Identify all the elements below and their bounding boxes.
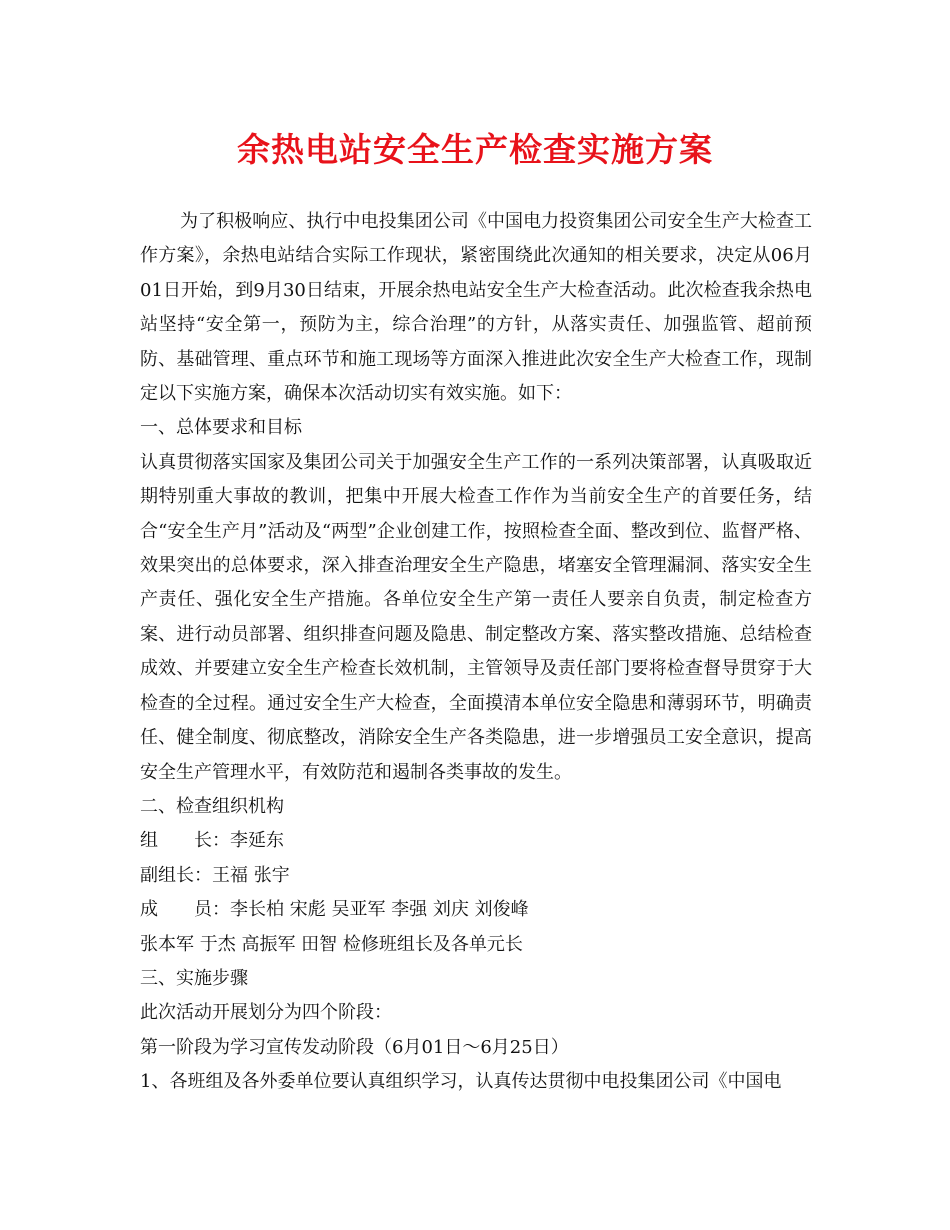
deputy-line — [140, 859, 812, 893]
deputy-names: 王福 张宇 — [212, 864, 290, 886]
section-heading-organization: 二、检查组织机构 — [140, 795, 284, 817]
members-names: 李长柏 宋彪 吴亚军 李强 刘庆 刘俊峰 — [230, 899, 529, 921]
leader-line — [140, 824, 812, 858]
leader-label: 组 长： — [140, 830, 230, 852]
deputy-label: 副组长： — [140, 864, 212, 886]
leader-names: 李延东 — [230, 830, 284, 852]
document-body — [140, 205, 812, 1100]
requirements-paragraph: 认真贯彻落实国家及集团公司关于加强安全生产工作的一系列决策部署，认真吸取近期特别重大事故的教训，把集中开展大检查工作作为当前安全生产的首要任务，结合“安全生产月”活动及“两型”企业创建工作，按照检查全面、整改到位、监督严格、效果突出的总体要求，深入排查治理安全生产隐患，堵塞安全管理漏洞、落实安全生产责任、强化安全生产措施。各单位安全生产第一责任人要亲自负责，制定检查方案、进行动员部署、组织排查问题及隐患、制定整改方案、落实整改措施、总结检查成效、并要建立安全生产检查长效机制，主管领导及责任部门要将检查督导贯穿于大检查的全过程。通过安全生产大检查，全面摸清本单位安全隐患和薄弱环节，明确责任、健全制度、彻底整改，消除安全生产各类隐患，进一步增强员工安全意识，提高安全生产管理水平，有效防范和遏制各类事故的发生。 — [140, 451, 812, 783]
document-title: 余热电站安全生产检查实施方案 — [237, 130, 713, 169]
members-line — [140, 893, 812, 927]
phase-one-item-1: 1、各班组及各外委单位要认真组织学习，认真传达贯彻中电投集团公司《中国电 — [140, 1071, 782, 1093]
members-label: 成 员： — [140, 899, 230, 921]
intro-paragraph: 为了积极响应、执行中电投集团公司《中国电力投资集团公司安全生产大检查工作方案》，余热电站结合实际工作现状，紧密围绕此次通知的相关要求，决定从06月01日开始，到9月30日结束，开展余热电站安全生产大检查活动。此次检查我余热电站坚持“安全第一，预防为主，综合治理”的方针，从落实责任、加强监管、超前预防、基础管理、重点环节和施工现场等方面深入推进此次安全生产大检查工作，现制定以下实施方案，确保本次活动切实有效实施。如下： — [140, 211, 812, 405]
members-continuation: 张本军 于杰 高振军 田智 检修班组长及各单元长 — [140, 933, 523, 955]
steps-intro: 此次活动开展划分为四个阶段： — [140, 1002, 392, 1024]
section-heading-requirements: 一、总体要求和目标 — [140, 417, 302, 439]
section-heading-steps: 三、实施步骤 — [140, 967, 248, 989]
phase-one-line: 第一阶段为学习宣传发动阶段（6月01日～6月25日） — [140, 1036, 569, 1058]
